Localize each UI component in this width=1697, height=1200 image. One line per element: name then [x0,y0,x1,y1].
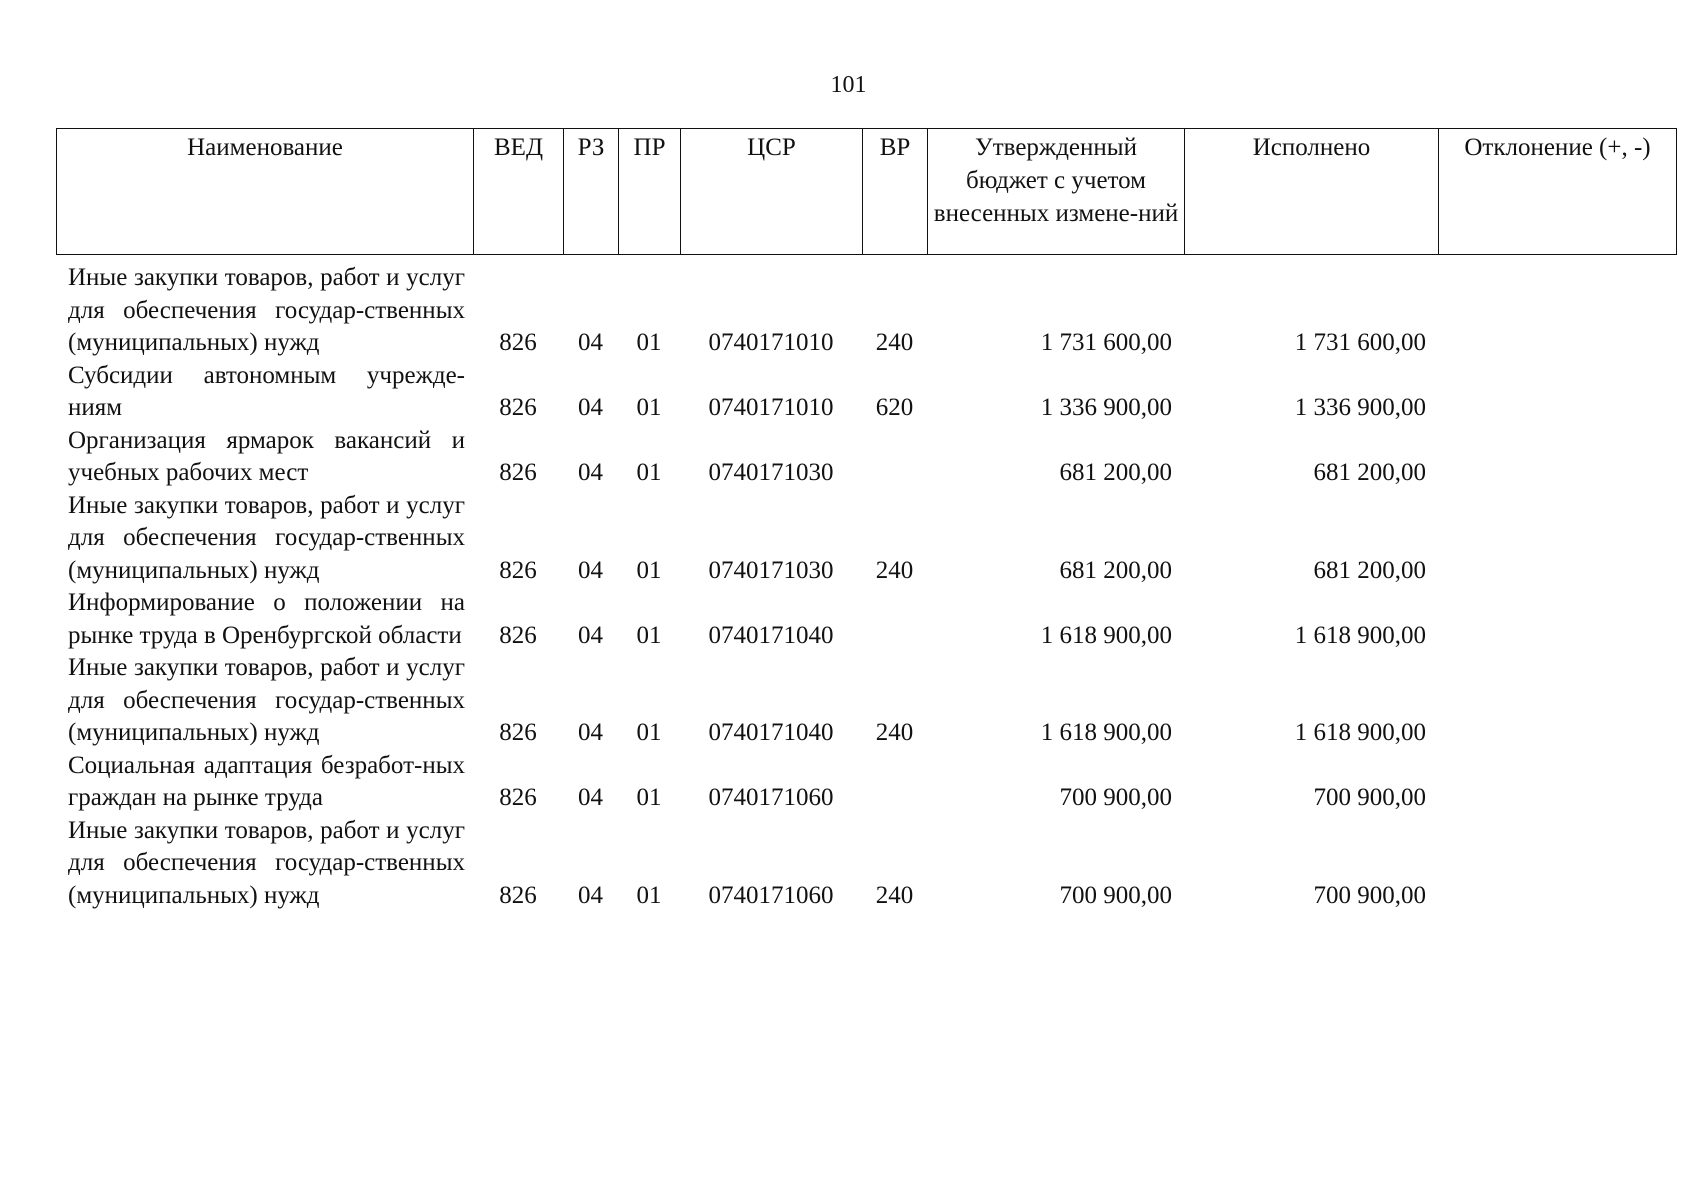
cell-ved: 826 [499,784,537,811]
cell-csr: 0740171030 [708,556,834,584]
cell-vr: 240 [875,719,914,746]
cell-name: Иные закупки товаров, работ и услуг для обеспечения государ-ственных (муниципальных) нужд [68,264,465,356]
cell-vr: 240 [875,881,914,909]
cell-rz: 04 [578,784,603,811]
cell-rz: 04 [578,556,603,584]
cell-ved: 826 [499,459,537,486]
cell-csr: 0740171060 [708,784,834,811]
header-deviation: Отклонение (+, -) [1439,129,1677,255]
cell-executed: 700 900,00 [1313,881,1426,909]
cell-name: Социальная адаптация безработ-ных граждан на рынке труда [68,751,465,811]
cell-vr [862,750,927,815]
cell-csr: 0740171030 [708,459,834,486]
header-name: Наименование [57,129,474,255]
cell-rz: 04 [578,881,603,909]
cell-approved: 700 900,00 [1059,881,1172,909]
cell-name: Информирование о положении на рынке труда в Оренбургской области [68,589,465,649]
cell-name: Иные закупки товаров, работ и услуг для обеспечения государ-ственных (муниципальных) нужд [68,491,465,584]
header-vr: ВР [863,129,928,255]
table-row [56,652,1676,750]
cell-name: Субсидии автономным учрежде-ниям [68,361,465,421]
cell-approved: 1 336 900,00 [1040,394,1172,421]
table-row [56,750,1676,815]
cell-pr: 01 [636,394,662,421]
table-row [56,425,1676,490]
cell-pr: 01 [636,621,662,649]
cell-pr: 01 [636,719,662,746]
cell-deviation [1438,360,1676,425]
cell-vr: 240 [875,556,914,584]
table-header [56,128,1677,255]
cell-vr: 240 [875,329,914,356]
cell-approved: 1 618 900,00 [1040,719,1172,746]
cell-approved: 681 200,00 [1059,459,1172,486]
cell-pr: 01 [636,784,662,811]
cell-executed: 700 900,00 [1313,784,1426,811]
table-body [56,262,1676,912]
cell-ved: 826 [499,556,537,584]
cell-approved: 681 200,00 [1059,556,1172,584]
cell-vr [862,587,927,652]
cell-approved: 1 618 900,00 [1040,621,1172,649]
cell-csr: 0740171040 [708,719,834,746]
cell-deviation [1438,750,1676,815]
header-rz: РЗ [564,129,619,255]
cell-approved: 700 900,00 [1059,784,1172,811]
cell-csr: 0740171010 [708,394,834,421]
table-row [56,262,1676,360]
cell-name: Иные закупки товаров, работ и услуг для обеспечения государ-ственных (муниципальных) нужд [68,816,465,909]
cell-rz: 04 [578,459,603,486]
cell-ved: 826 [499,621,537,649]
cell-executed: 1 618 900,00 [1294,719,1426,746]
cell-vr: 620 [875,394,914,421]
header-approved: Утвержденный бюджет с учетом внесенных измене-ний [928,129,1185,255]
cell-deviation [1438,815,1676,913]
header-ved: ВЕД [474,129,564,255]
cell-executed: 1 336 900,00 [1294,394,1426,421]
cell-executed: 681 200,00 [1313,556,1426,584]
cell-deviation [1438,262,1676,360]
cell-pr: 01 [636,459,662,486]
cell-rz: 04 [578,329,603,356]
cell-executed: 1 731 600,00 [1294,329,1426,356]
table-row [56,490,1676,588]
header-executed: Исполнено [1185,129,1439,255]
table-row [56,815,1676,913]
cell-vr [862,425,927,490]
cell-executed: 681 200,00 [1313,459,1426,486]
cell-rz: 04 [578,394,603,421]
cell-deviation [1438,490,1676,588]
header-pr: ПР [619,129,681,255]
cell-ved: 826 [499,719,537,746]
cell-deviation [1438,652,1676,750]
table-row [56,587,1676,652]
cell-rz: 04 [578,719,603,746]
cell-ved: 826 [499,881,537,909]
cell-pr: 01 [636,556,662,584]
cell-ved: 826 [499,329,537,356]
cell-approved: 1 731 600,00 [1040,329,1172,356]
cell-csr: 0740171010 [708,329,834,356]
table-row [56,360,1676,425]
cell-pr: 01 [636,329,662,356]
cell-csr: 0740171040 [708,621,834,649]
cell-name: Организация ярмарок вакансий и учебных рабочих мест [68,426,465,486]
cell-executed: 1 618 900,00 [1294,621,1426,649]
cell-name: Иные закупки товаров, работ и услуг для обеспечения государ-ственных (муниципальных) нужд [68,654,465,746]
cell-ved: 826 [499,394,537,421]
cell-deviation [1438,587,1676,652]
cell-rz: 04 [578,621,603,649]
page-number: 101 [830,72,867,98]
cell-csr: 0740171060 [708,881,834,909]
header-csr: ЦСР [681,129,863,255]
cell-deviation [1438,425,1676,490]
cell-pr: 01 [636,881,662,909]
